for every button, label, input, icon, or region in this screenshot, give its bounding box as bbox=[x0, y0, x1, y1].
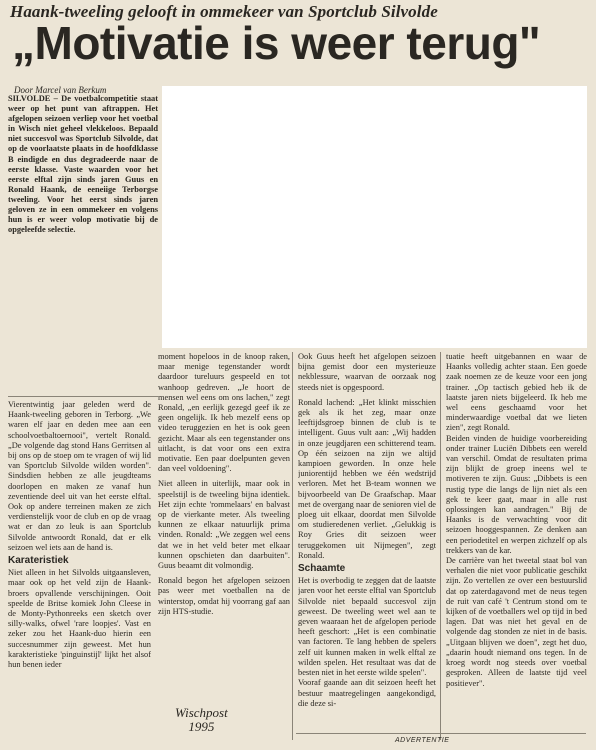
advertisement-label: ADVERTENTIE bbox=[395, 737, 450, 744]
column-1 bbox=[8, 400, 151, 702]
source-year: 1995 bbox=[188, 719, 215, 734]
paragraph: Ronald begon het afgelopen seizoen pas weer met voetballen na de winterstop, omdat hij voorrang gaf aan zijn HTS-studie. bbox=[158, 576, 290, 616]
column-4 bbox=[446, 352, 587, 732]
source-name: Wischpost bbox=[175, 705, 228, 720]
paragraph: Niet alleen in uiterlijk, maar ook in speelstijl is de tweeling bijna identiek. Het zijn echte 'rommelaars' en balvast op de vierkante meter. Als tweeling kunnen ze elkaar natuurlijk prima vinden. Ronald: „We zeggen wel eens dat we in het veld beter met elkaar kunnen opschieten dan daarbuiten". Guus beaamt dit volmondig. bbox=[158, 479, 290, 571]
column-2 bbox=[158, 352, 290, 697]
column-3 bbox=[298, 352, 436, 732]
byline: Door Marcel van Berkum bbox=[14, 85, 107, 95]
paragraph: Vooraf gaande aan dit seizoen heeft het bestuur maatregelingen aangekondigd, die deze si- bbox=[298, 678, 436, 708]
paragraph: Vierentwintig jaar geleden werd de Haank-tweeling geboren in Terborg. „We waren elf jaar en deden mee aan een schoolvoetbaltoernooi", vertelt Ronald. „De volgende dag stond Hans Gerritsen al bij ons op de stoep om te vragen of wij lid van Sportclub Silvolde wilden worden". Sindsdien hebben ze alle jeugdteams doorlopen en maken ze vanaf hun zeventiende deel uit van het eerste elftal. Ook op andere terreinen maken ze zich verdienstelijk voor de club en op de vraag wat er dan zo leuk is aan Sportclub Silvolde antwoordt Ronald, dat er elk seizoen wel iets aan de hand is. bbox=[8, 400, 151, 552]
paragraph: Niet alleen in het Silvolds uitgaansleven, maar ook op het veld zijn de Haank-broers opvallende verschijningen. Ooit speelde de Britse komiek John Cleese in de Monty-Pythonreeks een sketch over silly-walks, ofwel 'rare loopjes'. Vast en zeker zou het Haank-duo hierin een succesnummer zijn geweest. Met hun karakteristieke 'pinguinstijl' lijkt het alsof hun benen ieder bbox=[8, 568, 151, 670]
photo-placeholder bbox=[162, 86, 587, 348]
paragraph: tuatie heeft uitgebannen en waar de Haanks volledig achter staan. Een goede zaak noemen ze de keuze voor een jong trainer. „Op tactisch gebied heb ik de laatste jaren niets bijgeleerd. Ik heb me wel eens geschaamd voor het minderwaardige voetbal dat we lieten zien", zegt Ronald. bbox=[446, 352, 587, 433]
intro-paragraph: SILVOLDE – De voetbalcompetitie staat weer op het punt van aftrappen. Het afgelopen seizoen verliep voor het voetbal in Wisch niet geheel vlekkeloos. Bepaald niet succesvol was Sportclub Silvolde, dat op de voorlaatste plaats in de hoofdklasse B eindigde en dus degradeerde naar de eerste klasse. Vaste waarden voor het eerste elftal zijn sinds jaren Guus en Ronald Haank, de eeneiige Terborgse tweeling. Voor het eerst sinds jaren geloven ze in een ommekeer en volgens hun is er weer volop motivatie bij de opgeleefde selectie. bbox=[8, 94, 158, 235]
subheading: Schaamte bbox=[298, 563, 346, 575]
paragraph: Beiden vinden de huidige voorbereiding onder trainer Luciën Dibbets een wereld van verschil. Omdat de resultaten prima zijn blijkt de groep ineens wel te motiveren te zijn. Guus: „Dibbets is een rustig type die langs de lijn niet als een gek te keer gaat, maar in alle rust oplossingen kan aandragen." Bij de Haanks is de verwachting voor dit seizoen hooggespannen. Ze denken aan een periodetitel en werpen zichzelf op als trekkers van de kar. bbox=[446, 433, 587, 555]
paragraph: Het is overbodig te zeggen dat de laatste jaren voor het eerste elftal van Sportclub Silvolde niet bepaald succesvol zijn geweest. De tweeling weet wel aan te geven waaraan het de afgelopen periode heeft geschort: „Het is een combinatie van factoren. Te lang hebben de spelers zelf uit kunnen maken in welk elftal ze wilden spelen. Het resultaat was dat de besten niet in het eerste wilde spelen". bbox=[298, 576, 436, 678]
paragraph: De carrière van het tweetal staat bol van verhalen die niet voor publicatie geschikt zijn. Zo vertellen ze over een bestuurslid dat op zaterdagavond met de neus tegen de ruit van café 't Centrum stond om te kijken of de voetballers wel op tijd in bed lagen. Dat was niet het geval en de volgende dag stonden ze niet in de basis. „Uitgaan blijven we doen", zegt het duo, „daarin houdt niemand ons tegen. In de kroeg wordt nog steeds over voetbal gesproken. Alleen de laatste tijd veel positiever". bbox=[446, 556, 587, 688]
paragraph: moment hopeloos in de knoop raken, maar menige tegenstander wordt daardoor tureluurs gespeeld en tot wanhoop gedreven. „Je hoort de mensen wel eens om ons lachen," zegt Ronald, „en eerlijk gezegd geef ik ze geen ongelijk. Ik heb mezelf eens op video teruggezien en het is ook geen gezicht. Maar als een tegenstander ons uitlacht, is dat voor ons een extra motivatie. Een paar doelpunten geven dan veel voldoening". bbox=[158, 352, 290, 474]
intro-divider bbox=[8, 396, 158, 397]
source-credit bbox=[175, 706, 228, 734]
kicker: Haank-tweeling gelooft in ommekeer van Sportclub Silvolde bbox=[10, 2, 438, 21]
paragraph: Ronald lachend: „Het klinkt misschien gek als ik het zeg, maar onze leeftijdsgroep binnen de club is te intelligent. Guus vult aan: „Wij hadden in onze jeugdjaren een schitterend team. Op één seizoen na zijn we altijd kampioen geworden. In onze hele juniorentijd hebben we één wedstrijd verloren. Met het B-team wonnen we bijvoorbeeld van De Graafschap. Maar met de overgang naar de senioren viel de ploeg uit elkaar, doordat men Silvolde om studieredenen verliet. „Gelukkig is Roy Gries dit seizoen weer teruggekomen uit Nijmegen", zegt Ronald. bbox=[298, 397, 436, 560]
headline: „Motivatie is weer terug" bbox=[12, 17, 541, 69]
advert-divider bbox=[296, 733, 586, 734]
subheading: Karateristiek bbox=[8, 555, 69, 567]
column-divider bbox=[440, 352, 441, 740]
column-divider bbox=[292, 352, 293, 740]
paragraph: Ook Guus heeft het afgelopen seizoen bijna gemist door een mysterieuze nekblessure, waarvan de oorzaak nog steeds niet is opgespoord. bbox=[298, 352, 436, 392]
